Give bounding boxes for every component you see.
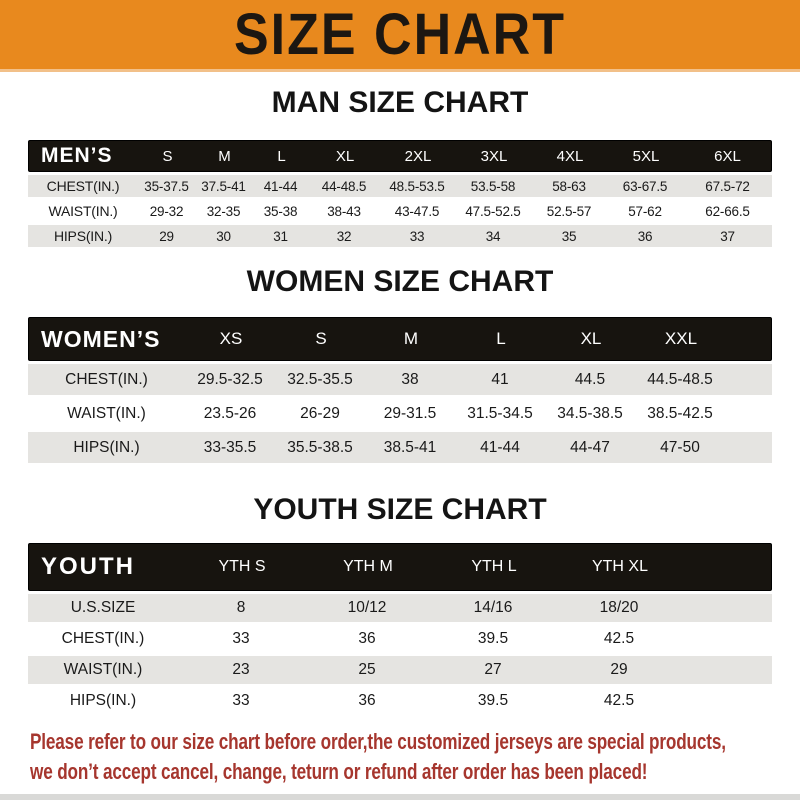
table-row: [28, 398, 772, 429]
row-label: HIPS(IN.): [73, 438, 140, 456]
measurement-value: 35-38: [263, 203, 298, 219]
measurement-value: 35-37.5: [144, 178, 189, 194]
size-column-header: YTH M: [343, 558, 393, 575]
measurement-value: 57-62: [628, 203, 662, 219]
measurement-value: 18/20: [599, 599, 639, 616]
men-size-table: [28, 140, 772, 247]
measurement-value: 8: [236, 599, 246, 616]
size-column-header: XL: [580, 329, 602, 348]
size-column-header: L: [496, 329, 506, 348]
table-row: [28, 625, 772, 653]
size-column-header: 2XL: [404, 147, 432, 165]
row-label: WAIST(IN.): [48, 203, 118, 219]
measurement-value: 58-63: [552, 178, 586, 194]
banner-title: SIZE CHART: [234, 2, 566, 67]
measurement-value: 31.5-34.5: [467, 404, 533, 422]
measurement-value: 23: [232, 661, 250, 678]
measurement-value: 14/16: [473, 599, 513, 616]
disclaimer-line-2: we don’t accept cancel, change, teturn or refund after order has been placed!: [30, 759, 648, 784]
size-column-header: S: [162, 147, 173, 165]
measurement-value: 35: [561, 228, 577, 244]
table-row: [28, 432, 772, 463]
size-column-header: M: [218, 147, 231, 165]
women-size-table: [28, 317, 772, 463]
table-row: [28, 594, 772, 622]
size-column-header: YTH XL: [591, 558, 648, 575]
measurement-value: 30: [216, 228, 231, 244]
measurement-value: 34.5-38.5: [557, 404, 623, 422]
measurement-value: 38.5-41: [383, 438, 437, 456]
size-column-header: 3XL: [480, 147, 508, 165]
measurement-value: 32: [336, 228, 352, 244]
measurement-value: 43-47.5: [394, 203, 440, 219]
measurement-value: 41-44: [480, 438, 520, 456]
size-column-header: 4XL: [556, 147, 584, 165]
order-disclaimer: [30, 727, 771, 787]
women-size-chart-heading: WOMEN SIZE CHART: [246, 265, 554, 298]
measurement-value: 52.5-57: [546, 203, 592, 219]
measurement-value: 25: [358, 661, 376, 678]
table-row: [28, 225, 772, 247]
man-size-chart-heading: MAN SIZE CHART: [271, 86, 529, 119]
measurement-value: 36: [358, 630, 376, 647]
measurement-value: 36: [637, 228, 653, 244]
disclaimer-line-1: Please refer to our size chart before order,the customized jerseys are special products,: [30, 729, 726, 754]
measurement-value: 35.5-38.5: [287, 438, 353, 456]
measurement-value: 34: [485, 228, 501, 244]
measurement-value: 44.5: [574, 370, 606, 388]
measurement-value: 33: [409, 228, 425, 244]
size-column-header: XL: [335, 147, 355, 165]
table-row: [28, 364, 772, 395]
measurement-value: 67.5-72: [705, 178, 750, 194]
measurement-value: 39.5: [477, 630, 509, 647]
measurement-value: 48.5-53.5: [389, 178, 445, 194]
measurement-value: 33: [232, 630, 250, 647]
measurement-value: 44-47: [570, 438, 610, 456]
table-corner-label: YOUTH: [41, 553, 135, 580]
size-chart-banner: [0, 0, 800, 72]
measurement-value: 26-29: [300, 404, 340, 422]
table-row: [28, 200, 772, 222]
youth-size-chart-heading: YOUTH SIZE CHART: [253, 493, 547, 526]
measurement-value: 41-44: [263, 178, 298, 194]
measurement-value: 62-66.5: [705, 203, 750, 219]
table-header-row: [28, 317, 772, 361]
table-corner-label: WOMEN’S: [41, 325, 161, 352]
size-column-header: L: [277, 147, 286, 165]
size-column-header: M: [403, 329, 419, 348]
table-corner-label: MEN’S: [41, 144, 113, 167]
row-label: CHEST(IN.): [61, 630, 145, 647]
measurement-value: 38-43: [327, 203, 361, 219]
measurement-value: 33: [232, 692, 250, 709]
size-column-header: XXL: [664, 329, 698, 348]
measurement-value: 23.5-26: [203, 404, 257, 422]
measurement-value: 38: [401, 370, 419, 388]
table-row: [28, 656, 772, 684]
measurement-value: 42.5: [603, 692, 635, 709]
row-label: HIPS(IN.): [53, 228, 113, 244]
measurement-value: 41: [491, 370, 509, 388]
size-column-header: XS: [219, 329, 243, 348]
measurement-value: 37: [720, 228, 735, 244]
size-column-header: 5XL: [632, 147, 660, 165]
measurement-value: 53.5-58: [470, 178, 516, 194]
measurement-value: 29: [610, 661, 628, 678]
row-label: WAIST(IN.): [67, 404, 146, 422]
measurement-value: 63-67.5: [622, 178, 668, 194]
row-label: CHEST(IN.): [46, 178, 120, 194]
measurement-value: 44-48.5: [321, 178, 367, 194]
measurement-value: 39.5: [477, 692, 509, 709]
row-label: U.S.SIZE: [70, 599, 136, 616]
size-column-header: 6XL: [714, 147, 741, 165]
measurement-value: 29: [159, 228, 174, 244]
row-label: HIPS(IN.): [69, 692, 137, 709]
measurement-value: 38.5-42.5: [647, 404, 713, 422]
measurement-value: 31: [273, 228, 288, 244]
row-label: WAIST(IN.): [63, 661, 143, 678]
measurement-value: 44.5-48.5: [647, 370, 713, 388]
measurement-value: 37.5-41: [201, 178, 246, 194]
table-header-row: [28, 543, 772, 591]
measurement-value: 33-35.5: [203, 438, 257, 456]
measurement-value: 42.5: [603, 630, 635, 647]
measurement-value: 27: [484, 661, 502, 678]
size-column-header: YTH S: [218, 558, 266, 575]
table-row: [28, 687, 772, 715]
table-row: [28, 175, 772, 197]
table-header-row: [28, 140, 772, 172]
youth-size-table: [28, 543, 772, 715]
measurement-value: 47.5-52.5: [465, 203, 521, 219]
measurement-value: 10/12: [347, 599, 387, 616]
measurement-value: 32.5-35.5: [287, 370, 353, 388]
bottom-edge-strip: [0, 794, 800, 800]
measurement-value: 29-31.5: [383, 404, 437, 422]
measurement-value: 29-32: [149, 203, 184, 219]
measurement-value: 36: [358, 692, 376, 709]
measurement-value: 32-35: [206, 203, 241, 219]
size-column-header: YTH L: [471, 558, 517, 575]
size-column-header: S: [315, 329, 327, 348]
measurement-value: 29.5-32.5: [197, 370, 263, 388]
row-label: CHEST(IN.): [65, 370, 148, 388]
measurement-value: 47-50: [660, 438, 700, 456]
